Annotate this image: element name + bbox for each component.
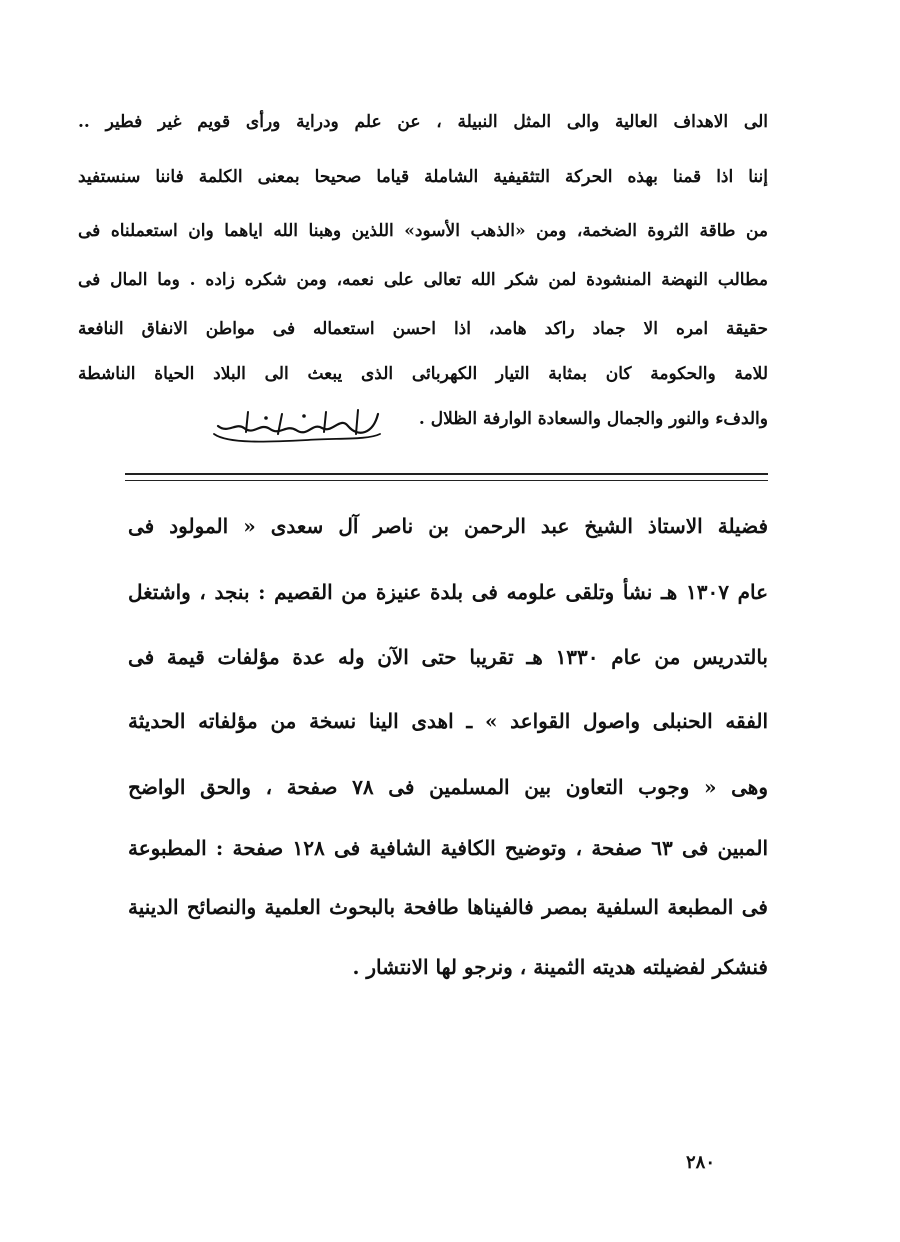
- text-line: بالتدريس من عام ١٣٣٠ هـ تقريبا حتى الآن وله عدة مؤلفات قيمة فى: [128, 645, 768, 669]
- text-line: عام ١٣٠٧ هـ نشأ وتلقى علومه فى بلدة عنيزة من القصيم : بنجد ، واشتغل: [128, 580, 769, 604]
- text-line: إننا اذا قمنا بهذه الحركة التثقيفية الشاملة قياما صحيحا بمعنى الكلمة فاننا سنستفيد: [78, 167, 768, 187]
- text-line: الى الاهداف العالية والى المثل النبيلة ، عن علم ودراية ورأى قويم غير فطير ..: [78, 112, 768, 132]
- text-line: فنشكر لفضيلته هديته الثمينة ، ونرجو لها الانتشار .: [352, 955, 768, 979]
- text-line: الفقه الحنبلى واصول القواعد » ـ اهدى الينا نسخة من مؤلفاته الحديثة: [128, 709, 768, 733]
- text-line: المبين فى ٦٣ صفحة ، وتوضيح الكافية الشافية فى ١٢٨ صفحة : المطبوعة: [128, 836, 768, 860]
- text-line: وهى « وجوب التعاون بين المسلمين فى ٧٨ صفحة ، والحق الواضح: [128, 775, 769, 799]
- page-number: ٢٨٠: [686, 1152, 716, 1173]
- text-line: حقيقة امره الا جماد راكد هامد، اذا احسن استعماله فى مواطن الانفاق النافعة: [78, 319, 768, 339]
- text-line: من طاقة الثروة الضخمة، ومن «الذهب الأسود» اللذين وهبنا الله اياهما وان استعملناه فى: [78, 221, 768, 241]
- text-line: للامة والحكومة كان بمثابة التيار الكهربائى الذى يبعث الى البلاد الحياة الناشطة: [78, 364, 769, 384]
- text-line: فى المطبعة السلفية بمصر فالفيناها طافحة بالبحوث العلمية والنصائح الدينية: [128, 895, 768, 919]
- text-line: فضيلة الاستاذ الشيخ عبد الرحمن بن ناصر آل سعدى « المولود فى: [128, 514, 769, 538]
- article-bottom: [128, 0, 768, 1000]
- text-line: والدفء والنور والجمال والسعادة الوارفة الظلال .: [418, 409, 768, 429]
- text-line: مطالب النهضة المنشودة لمن شكر الله تعالى على نعمه، ومن شكره زاده . وما المال فى: [78, 270, 768, 290]
